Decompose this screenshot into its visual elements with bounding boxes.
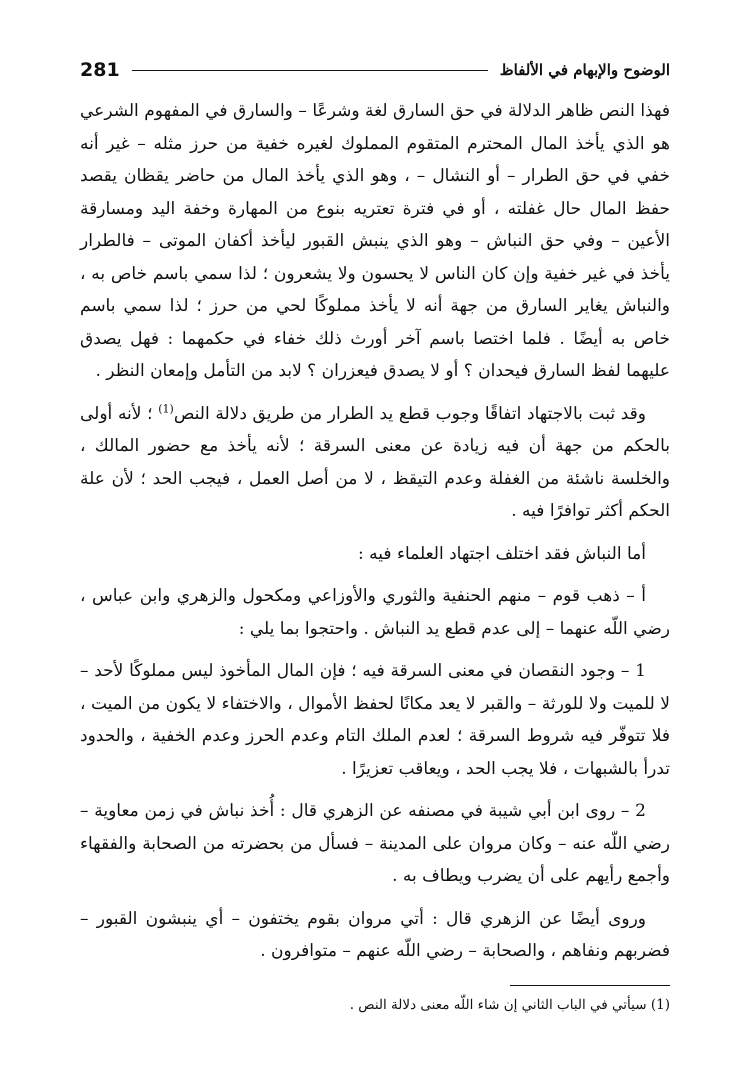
paragraph-3: أما النباش فقد اختلف اجتهاد العلماء فيه :	[358, 543, 646, 564]
paragraph-7: وروى أيضًا عن الزهري قال : أتي مروان بقوم يختفون – أي ينبشون القبور – فضربهم ونفاهم ، والصحابة – رضي اللّه عنهم – متوافرون .	[80, 908, 670, 961]
paragraph-2	[80, 398, 670, 528]
footnote: (1) سيأتي في الباب الثاني إن شاء اللّه معنى دلالة النص .	[349, 997, 670, 1013]
page-body	[80, 95, 670, 968]
footnote-rule	[510, 985, 670, 986]
paragraph-1: فهذا النص ظاهر الدلالة في حق السارق لغة وشرعًا – والسارق في المفهوم الشرعي هو الذي يأخذ المال المحترم المتقوم المملوك لغيره خفية من حرز مثله – غير أنه خفي في حق الطرار – أو النشال – ، وهو الذي يأخذ المال من حاضر يقظان يقصد حفظ المال حال غفلته ، أو في فترة تعتريه بنوع من المهارة وخفة اليد ومسارقة الأعين – وفي حق النباش – وهو الذي ينبش القبور ليأخذ أكفان الموتى – فالطرار يأخذ في غير خفية وإن كان الناس لا يحسون ولا يشعرون ؛ لذا سمي باسم خاص به ، والنباش يغاير السارق من جهة أنه لا يأخذ مملوكًا لحي من حرز ؛ لذا سمي باسم خاص به أيضًا . فلما اختصا باسم آخر أورث ذلك خفاء في حكمهما : فهل يصدق عليهما لفظ السارق فيحدان ؟ أو لا يصدق فيعزران ؟ لابد من التأمل وإمعان النظر .	[80, 101, 670, 381]
paragraph-5: 1 – وجود النقصان في معنى السرقة فيه ؛ فإن المال المأخوذ ليس مملوكًا لأحد – لا للميت ولا للورثة – والقبر لا يعد مكانًا لحفظ الأموال ، والاختفاء لا يكون من الميت ، فلا تتوفّر فيه شروط السرقة ؛ لعدم الملك التام وعدم الحرز وعدم الخفية ، والحدود تدرأ بالشبهات ، فلا يجب الحد ، ويعاقب تعزيرًا .	[80, 661, 670, 779]
running-title: الوضوح والإبهام في الألفاظ	[499, 61, 670, 79]
page-header	[80, 55, 670, 85]
paragraph-2-text: وقد ثبت بالاجتهاد اتفاقًا وجوب قطع يد الطرار من طريق دلالة النص	[173, 403, 646, 424]
paragraph-4: أ – ذهب قوم – منهم الحنفية والثوري والأوزاعي ومكحول والزهري وابن عباس ، رضي اللّه عنهما – إلى عدم قطع يد النباش . واحتجوا بما يلي :	[80, 586, 670, 639]
paragraph-6: 2 – روى ابن أبي شيبة في مصنفه عن الزهري قال : أُخذ نباش في زمن معاوية – رضي اللّه عنه – وكان مروان على المدينة – فسأل من بحضرته من الصحابة والفقهاء وأجمع رأيهم على أن يضرب ويطاف به .	[80, 801, 670, 886]
header-rule	[132, 70, 488, 71]
footnote-reference[interactable]: (1)	[158, 401, 174, 415]
paragraph-2-text-continued: ؛ لأنه أولى بالحكم من جهة أن فيه زيادة عن معنى السرقة ؛ لأنه يأخذ مع حضور المالك ، والخلسة ناشئة من الغفلة وعدم التيقظ ، لا من أصل العمل ، فيجب الحد ؛ لأن علة الحكم أكثر توافرًا فيه .	[80, 403, 670, 521]
page-number: 281	[80, 59, 120, 81]
